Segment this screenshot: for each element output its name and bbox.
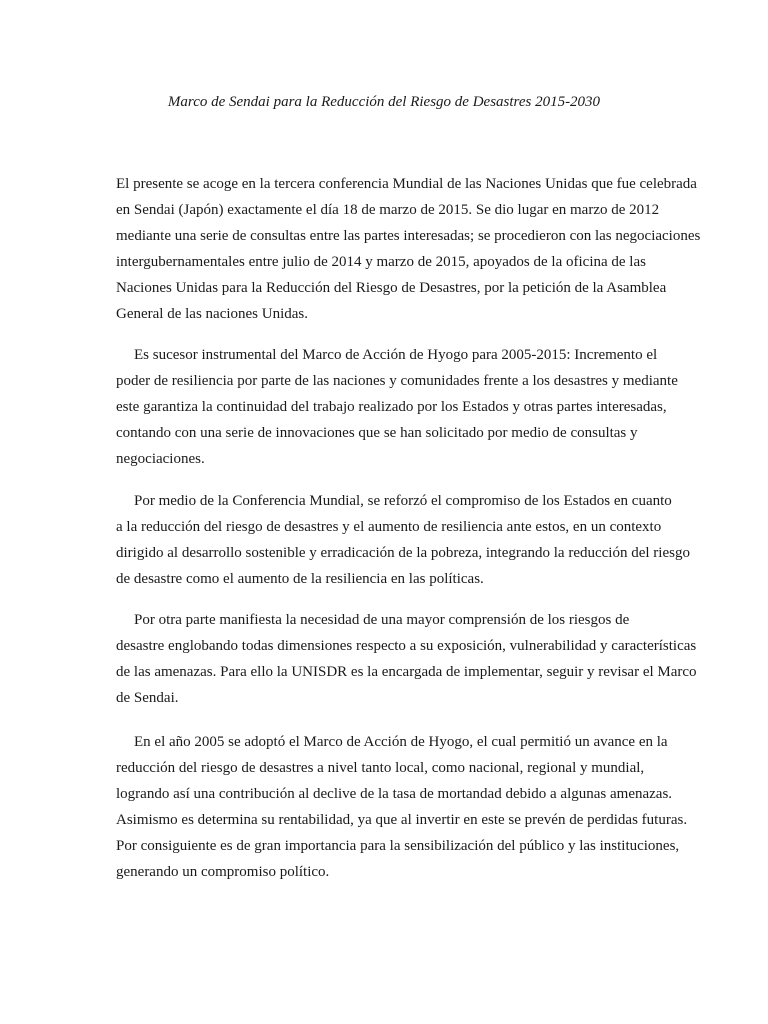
paragraph-line: a la reducción del riesgo de desastres y el aumento de resiliencia ante estos, en un contexto [116, 519, 662, 535]
paragraph-3 [116, 488, 690, 592]
paragraph-line: Naciones Unidas para la Reducción del Riesgo de Desastres, por la petición de la Asamblea [116, 280, 667, 296]
document-title: Marco de Sendai para la Reducción del Riesgo de Desastres 2015-2030 [167, 94, 601, 110]
paragraph-line: reducción del riesgo de desastres a nivel tanto local, como nacional, regional y mundial, [116, 760, 645, 776]
paragraph-line: Por otra parte manifiesta la necesidad de una mayor comprensión de los riesgos de [134, 612, 630, 628]
paragraph-line: intergubernamentales entre julio de 2014 y marzo de 2015, apoyados de la oficina de las [116, 254, 646, 270]
paragraph-line: de Sendai. [116, 690, 179, 706]
paragraph-line: dirigido al desarrollo sostenible y erradicación de la pobreza, integrando la reducción del riesgo [116, 545, 690, 561]
paragraph-4 [116, 607, 697, 711]
paragraph-line: Por medio de la Conferencia Mundial, se reforzó el compromiso de los Estados en cuanto [134, 493, 672, 509]
paragraph-line: logrando así una contribución al declive de la tasa de mortandad debido a algunas amenazas. [116, 786, 673, 802]
paragraph-line: de las amenazas. Para ello la UNISDR es la encargada de implementar, seguir y revisar el Marco [116, 664, 697, 680]
paragraph-line: contando con una serie de innovaciones que se han solicitado por medio de consultas y [116, 425, 638, 441]
paragraph-line: este garantiza la continuidad del trabajo realizado por los Estados y otras partes interesadas, [116, 399, 667, 415]
paragraph-line: El presente se acoge en la tercera conferencia Mundial de las Naciones Unidas que fue celebrada [116, 176, 697, 192]
paragraph-line: desastre englobando todas dimensiones respecto a su exposición, vulnerabilidad y características [116, 638, 697, 654]
paragraph-line: Por consiguiente es de gran importancia para la sensibilización del público y las instituciones, [116, 838, 680, 854]
paragraph-line: En el año 2005 se adoptó el Marco de Acción de Hyogo, el cual permitió un avance en la [134, 734, 668, 750]
paragraph-line: General de las naciones Unidas. [116, 306, 309, 322]
paragraph-line: generando un compromiso político. [116, 864, 330, 880]
paragraph-line: poder de resiliencia por parte de las naciones y comunidades frente a los desastres y mediante [116, 373, 678, 389]
paragraph-1 [116, 171, 701, 327]
paragraph-line: en Sendai (Japón) exactamente el día 18 de marzo de 2015. Se dio lugar en marzo de 2012 [116, 202, 660, 218]
paragraph-line: negociaciones. [116, 451, 205, 467]
paragraph-line: de desastre como el aumento de la resiliencia en las políticas. [116, 571, 484, 587]
paragraph-line: mediante una serie de consultas entre las partes interesadas; se procedieron con las negociaciones [116, 228, 701, 244]
paragraph-line: Asimismo es determina su rentabilidad, ya que al invertir en este se prevén de perdidas futuras. [116, 812, 688, 828]
paragraph-2 [116, 342, 684, 472]
paragraph-5 [116, 729, 688, 885]
paragraph-line: Es sucesor instrumental del Marco de Acción de Hyogo para 2005-2015: Incremento el [134, 347, 658, 363]
